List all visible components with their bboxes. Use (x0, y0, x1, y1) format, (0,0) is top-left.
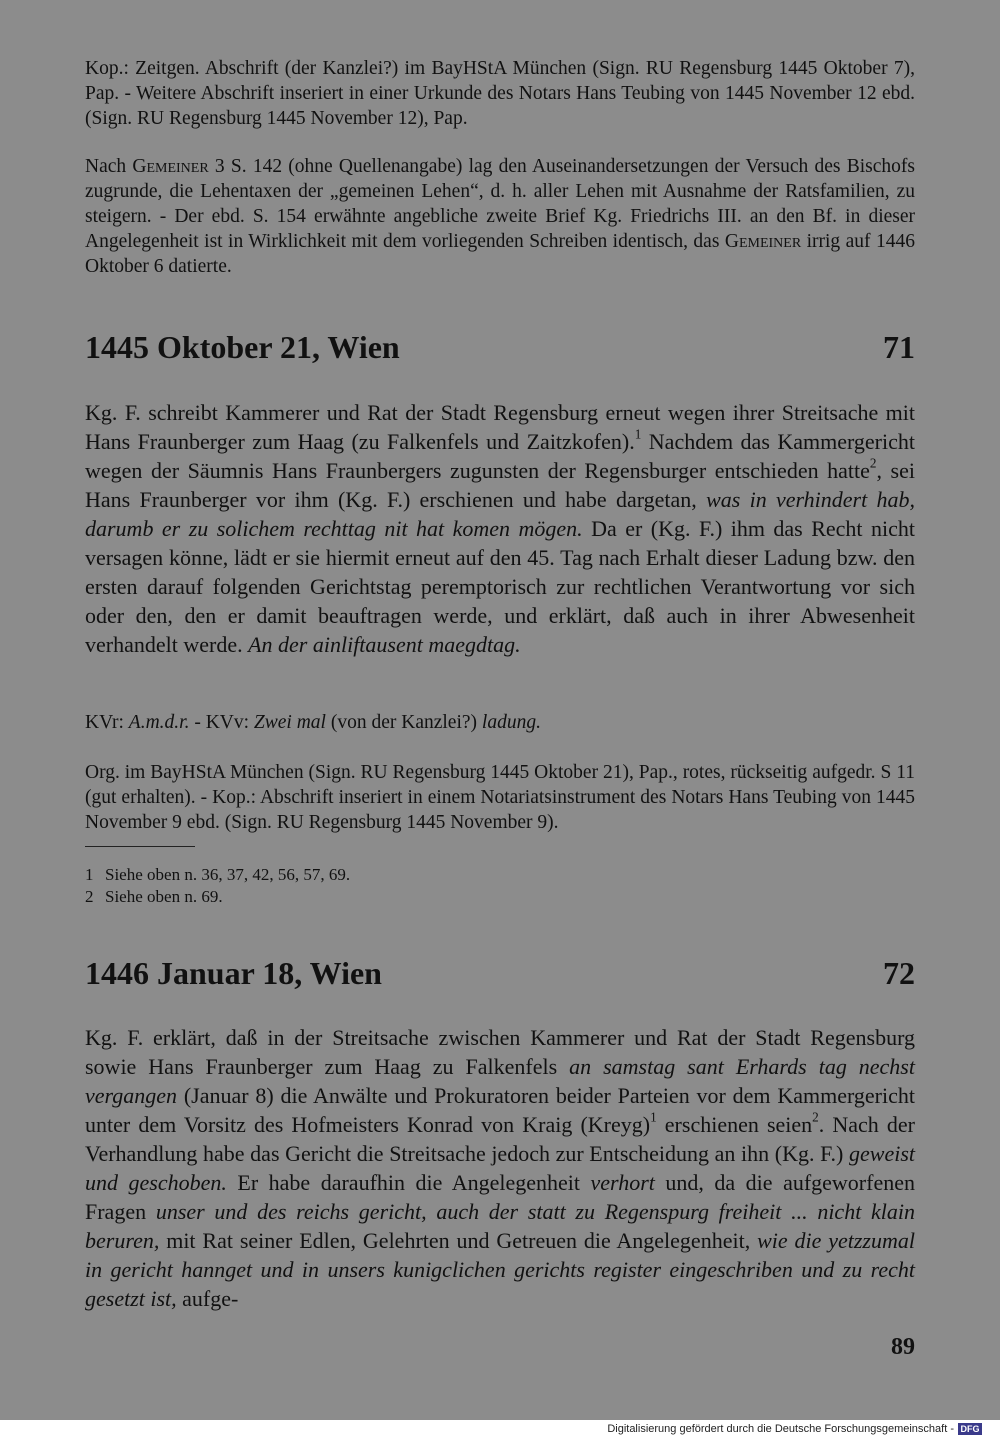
footnote-2 (85, 886, 223, 908)
commentary-note (85, 154, 915, 279)
regest-text: Nachdem das Kammergericht wegen der Säumnis Hans Fraunbergers zugunsten der Regensburger entschieden hatte (85, 429, 915, 483)
entry-number: 72 (883, 955, 915, 991)
regest-text: (Januar 8) die Anwälte und Prokuratoren beider Parteien vor dem Kammergericht unter dem Vorsitz des Hofmeisters Konrad von Kraig (Kreyg) (85, 1083, 915, 1137)
entry-heading-71 (85, 327, 915, 367)
note-text: - KVv: (189, 712, 254, 733)
page-number: 89 (891, 1334, 915, 1360)
footnote-text: Siehe oben n. 36, 37, 42, 56, 57, 69. (105, 865, 351, 884)
original-source-71: Org. im BayHStA München (Sign. RU Regensburg 1445 Oktober 21), Pap., rotes, rückseitig aufgedr. S 11 (gut erhalten). - Kop.: Abschrift inseriert in einem Notariatsinstrument des Notars Hans Teubing von 1445 November 9 ebd. (Sign. RU Regensburg 1445 November 9). (85, 762, 915, 833)
regest-text: aufge- (176, 1286, 239, 1311)
footnote-text: Siehe oben n. 69. (105, 887, 223, 906)
footnote-ref: 2 (869, 455, 877, 471)
footnote-mark: 2 (85, 887, 94, 906)
digitization-footer (0, 1420, 1000, 1439)
quotation: Zwei mal (253, 712, 326, 733)
quotation: wie die yetzzumal in gericht hannget und in unsers kunigclichen gerichts register eingeschriben und zu recht gesetzt ist, (85, 1228, 915, 1311)
regest-text: . Nach der Verhandlung habe das Gericht die Streitsache jedoch zur Entscheidung an ihn (Kg. F.) (85, 1112, 915, 1166)
note-text: KVr: (85, 712, 129, 733)
entry-date-place: 1446 Januar 18, Wien (85, 955, 382, 991)
regest-text: mit Rat seiner Edlen, Gelehrten und Getreuen die Angelegenheit, (159, 1228, 758, 1253)
regest-text: Kg. F. erklärt, daß in der Streitsache zwischen Kammerer und Rat der Stadt Regensburg sowie Hans Fraunberger zum Haag zu Falkenfels (85, 1025, 915, 1079)
regest-text: Er habe daraufhin die Angelegenheit (226, 1170, 591, 1195)
footnote-1 (85, 864, 350, 886)
author-ref: Gemeiner (132, 156, 209, 177)
quotation: verhort (590, 1170, 655, 1195)
regest-text: Da er (Kg. F.) ihm das Recht nicht versagen könne, lädt er sie hiermit erneut auf den 45. Tag nach Erhalt dieser Ladung bzw. den ersten darauf folgenden Gerichtstag peremptorisch zur rechtlichen Verantwortung vor sich oder den, den er damit beauftragen werde, und erklärt, daß auch in ihrer Abwesenheit verhandelt werde. (85, 516, 915, 657)
note-text: irrig auf 1446 Oktober 6 datierte. (85, 231, 915, 277)
entry-heading-72 (85, 953, 915, 993)
author-ref: Gemeiner (724, 231, 802, 252)
regest-text: und, da die aufgeworfenen Fragen (85, 1170, 915, 1224)
quotation: geweist und geschoben. (85, 1141, 915, 1195)
note-text: (von der Kanzlei?) (325, 712, 482, 733)
note-text: 3 S. 142 (ohne Quellenangabe) lag den Auseinandersetzungen der Versuch des Bischofs zugrunde, die Lehentaxen der „gemeinen Lehen“, d. h. aller Lehen mit Ausnahme der Ratsfamilien, zu steigern. - Der ebd. S. 154 erwähnte angebliche zweite Brief Kg. Friedrichs III. an den Bf. in dieser Angelegenheit ist in Wirklichkeit mit dem vorliegenden Schreiben identisch, das (85, 156, 915, 252)
quotation: an samstag sant Erhards tag nechst vergangen (85, 1054, 915, 1108)
quotation: was in verhindert hab, darumb er zu solichem rechttag nit hat komen mögen. (85, 487, 915, 541)
footnote-rule (85, 846, 195, 847)
quotation: An der ainliftausent maegdtag. (248, 632, 521, 657)
entry-date-place: 1445 Oktober 21, Wien (85, 329, 400, 365)
regest-text: , sei Hans Fraunberger vor ihm (Kg. F.) erschienen und habe dargetan, (85, 458, 915, 512)
footnote-ref: 1 (650, 1109, 657, 1125)
funding-notice: Digitalisierung gefördert durch die Deutsche Forschungsgemeinschaft - (607, 1423, 954, 1435)
regest-text: Kg. F. schreibt Kammerer und Rat der Stadt Regensburg erneut wegen ihrer Streitsache mit Hans Fraunberger zum Haag (zu Falkenfels und Zaitzkofen). (85, 400, 915, 454)
quotation: A.m.d.r. (128, 712, 190, 733)
quotation: ladung. (481, 712, 541, 733)
dfg-logo-icon: DFG (958, 1423, 982, 1435)
quotation: unser und des reichs gericht, auch der statt zu Regenspurg freiheit ... nicht klain beruren, (85, 1199, 916, 1253)
entry-number: 71 (883, 329, 915, 365)
footnote-mark: 1 (85, 865, 94, 884)
copy-note: Kop.: Zeitgen. Abschrift (der Kanzlei?) im BayHStA München (Sign. RU Regensburg 1445 Oktober 7), Pap. - Weitere Abschrift inseriert in einer Urkunde des Notars Hans Teubing von 1445 November 12 ebd. (Sign. RU Regensburg 1445 November 12), Pap. (85, 58, 915, 129)
regest-text-72 (85, 1023, 915, 1313)
note-text: Nach (85, 156, 133, 177)
footnote-ref: 2 (812, 1109, 819, 1125)
chancery-notes-71 (85, 710, 915, 735)
footnote-ref: 1 (634, 426, 642, 442)
regest-text: erschienen seien (656, 1112, 813, 1137)
regest-text-71 (85, 398, 915, 659)
